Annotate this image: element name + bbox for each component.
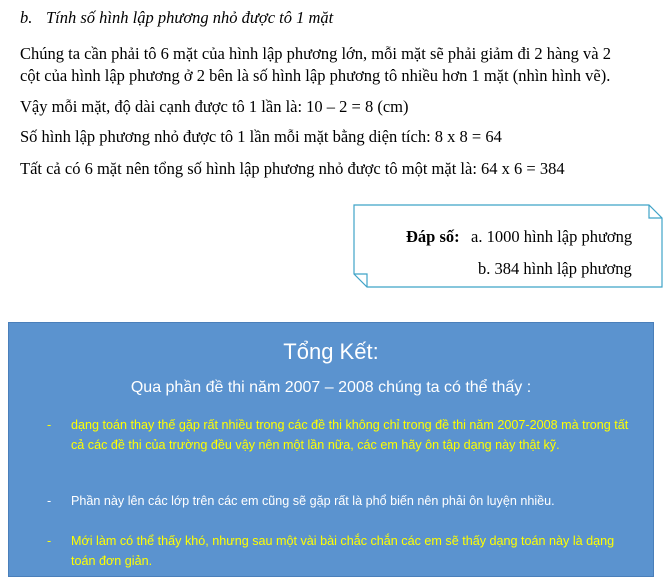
paragraph-1-line-1: Chúng ta cần phải tô 6 mặt của hình lập phương lớn, mỗi mặt sẽ phải giảm đi 2 hàng và 2 — [20, 44, 611, 63]
answer-label: Đáp số: — [406, 227, 460, 246]
answer-a: a. 1000 hình lập phương — [471, 227, 633, 246]
bullet-marker: - — [47, 534, 52, 548]
section-number: b. — [20, 8, 33, 27]
paragraph-2: Vậy mỗi mặt, độ dài cạnh được tô 1 lần là: 10 – 2 = 8 (cm) — [20, 97, 409, 116]
summary-bullet-1 — [47, 415, 631, 455]
bullet-marker: - — [47, 418, 52, 432]
summary-bullet-3 — [47, 531, 631, 571]
summary-panel — [8, 322, 654, 577]
section-title: Tính số hình lập phương nhỏ được tô 1 mặt — [46, 8, 334, 27]
summary-title: Tổng Kết: — [283, 339, 379, 364]
bullet-marker: - — [47, 494, 52, 508]
bullet-text: Mới làm có thể thấy khó, nhưng sau một vài bài chắc chắn các em sẽ thấy dạng toán này là dạng toán đơn giản. — [71, 534, 615, 568]
answer-callout — [353, 204, 663, 288]
paragraph-3: Số hình lập phương nhỏ được tô 1 lần mỗi mặt bằng diện tích: 8 x 8 = 64 — [20, 127, 502, 146]
paragraph-1-line-2: cột của hình lập phương ở 2 bên là số hình lập phương tô nhiều hơn 1 mặt (nhìn hình vẽ). — [20, 66, 611, 85]
summary-subtitle: Qua phần đề thi năm 2007 – 2008 chúng ta có thể thấy : — [130, 379, 532, 396]
summary-bullet-2 — [47, 491, 631, 511]
bullet-text: dạng toán thay thế gặp rất nhiều trong các đề thi không chỉ trong đề thi năm 2007-2008 mà trong tất cả các đề thi của trường đều vậy nên một lần nữa, các em hãy ôn tập dạng này thật kỹ. — [71, 418, 629, 452]
section-heading — [20, 8, 333, 28]
answer-b: b. 384 hình lập phương — [478, 259, 632, 278]
bullet-text: Phần này lên các lớp trên các em cũng sẽ gặp rất là phổ biến nên phải ôn luyện nhiều. — [71, 494, 555, 508]
paragraph-4: Tất cả có 6 mặt nên tổng số hình lập phương nhỏ được tô một mặt là: 64 x 6 = 384 — [20, 159, 565, 178]
